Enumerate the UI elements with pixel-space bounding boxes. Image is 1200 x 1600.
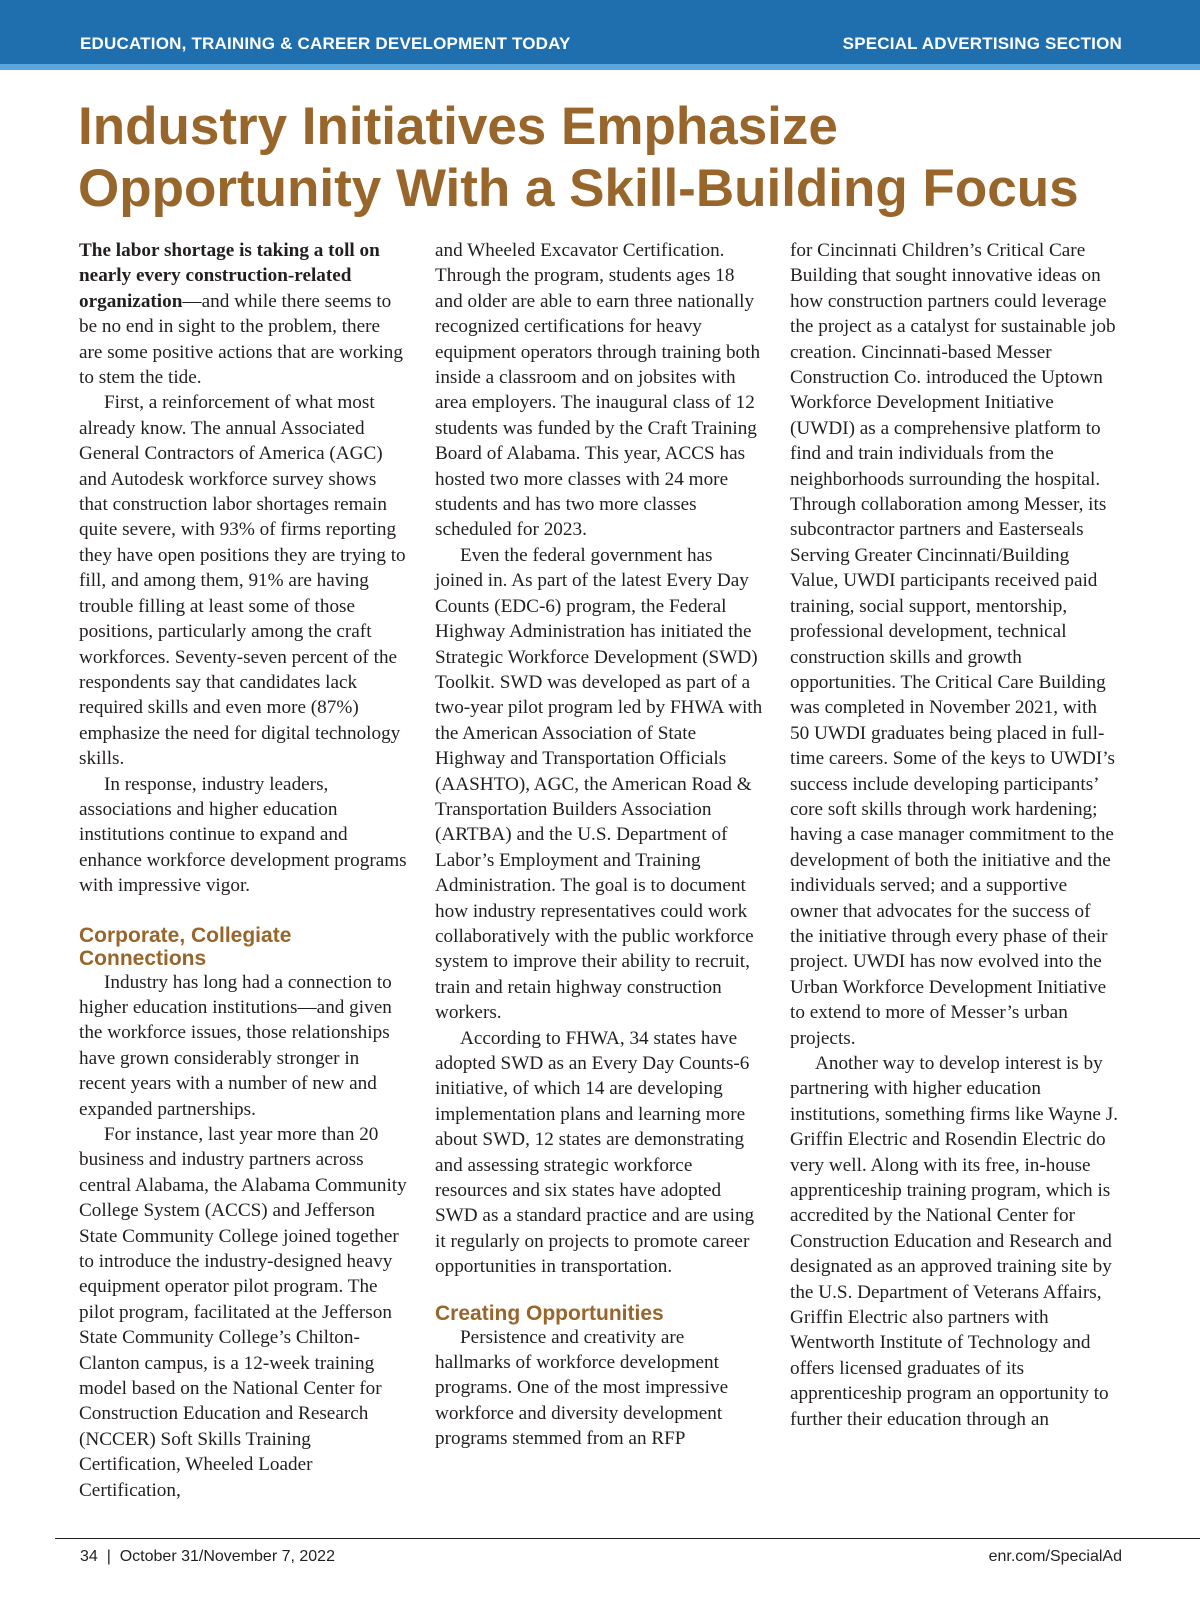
column-1 [79,238,407,1503]
paragraph: For instance, last year more than 20 business and industry partners across central Alabama, the Alabama Community College System (ACCS) and Jefferson State Community College joined together to introduce the industry-designed heavy equipment operator pilot program. The pilot program, facilitated at the Jefferson State Community College’s Chilton-Clanton campus, is a 12-week training model based on the National Center for Construction Education and Research (NCCER) Soft Skills Training Certification, Wheeled Loader Certification, [79,1124,407,1501]
footer-divider [55,1538,1200,1539]
subheading: Corporate, Collegiate Connections [79,923,292,970]
paragraph: Even the federal government has joined in. As part of the latest Every Day Counts (EDC-6) program, the Federal Highway Administration has initiated the Strategic Workforce Development (SWD) Toolkit. SWD was developed as part of a two-year pilot program led by FHWA with the American Association of State Highway and Transportation Officials (AASHTO), AGC, the American Road & Transportation Builders Association (ARTBA) and the U.S. Department of Labor’s Employment and Training Administration. The goal is to document how industry representatives could work collaboratively with the public workforce system to improve their ability to recruit, train and retain highway construction workers. [435,544,763,1024]
paragraph: In response, industry leaders, associations and higher education institutions continue to expand and enhance workforce development programs with impressive vigor. [79,773,407,897]
footer-url: enr.com/SpecialAd [988,1548,1122,1565]
section-name: EDUCATION, TRAINING & CAREER DEVELOPMENT TODAY [80,34,571,53]
section-header-bar [0,0,1200,70]
special-advertising-label: SPECIAL ADVERTISING SECTION [842,34,1122,53]
lead-rest-text: —and while there seems to be no end in sight to the problem, there are some positive actions that are working to stem the tide. [79,290,403,389]
paragraph: Industry has long had a connection to higher education institutions—and given the workforce issues, those relationships have grown considerably stronger in recent years with a number of new and expanded partnerships. [79,971,392,1120]
paragraph: First, a reinforcement of what most already know. The annual Associated General Contractors of America (AGC) and Autodesk workforce survey shows that construction labor shortages remain quite severe, with 93% of firms reporting they have open positions they are trying to fill, and among them, 91% are having trouble filling at least some of those positions, particularly among the craft workforces. Seventy-seven percent of the respondents say that candidates lack required skills and even more (87%) emphasize the need for digital technology skills. [79,392,406,770]
column-3 [790,238,1118,1432]
paragraph: Another way to develop interest is by partnering with higher education institutions, something firms like Wayne J. Griffin Electric and Rosendin Electric do very well. Along with its free, in-house apprenticeship training program, which is accredited by the National Center for Construction Education and Research and designated as an approved training site by the U.S. Department of Veterans Affairs, Griffin Electric also partners with Wentworth Institute of Technology and offers licensed graduates of its apprenticeship program an opportunity to further their education through an [790,1053,1119,1430]
page-number-date: 34 | October 31/November 7, 2022 [80,1548,335,1565]
lead-bold-text: The labor shortage is taking a toll on nearly every construction-related organization [79,240,380,312]
paragraph: According to FHWA, 34 states have adopted SWD as an Every Day Counts-6 initiative, of which 14 are developing implementation plans and learning more about SWD, 12 states are demonstrating and assessing strategic workforce resources and six states have adopted SWD as a standard practice and are using it regularly on projects to promote career opportunities in transportation. [435,1027,755,1278]
subheading: Creating Opportunities [435,1301,664,1325]
article-title: Industry Initiatives Emphasize Opportunity With a Skill-Building Focus [78,97,1079,218]
lead-paragraph [79,238,407,390]
column-2 [435,238,763,1452]
paragraph: for Cincinnati Children’s Critical Care Building that sought innovative ideas on how construction partners could leverage the project as a catalyst for sustainable job creation. Cincinnati-based Messer Construction Co. introduced the Uptown Workforce Development Initiative (UWDI) as a comprehensive platform to find and train individuals from the neighborhoods surrounding the hospital. Through collaboration among Messer, its subcontractor partners and Easterseals Serving Greater Cincinnati/Building Value, UWDI participants received paid training, social support, mentorship, professional development, technical construction skills and growth opportunities. The Critical Care Building was completed in November 2021, with 50 UWDI graduates being placed in full-time careers. Some of the keys to UWDI’s success include developing participants’ core soft skills through work hardening; having a case manager commitment to the development of both the initiative and the individuals served; and a supportive owner that advocates for the success of the initiative through every phase of their project. UWDI has now evolved into the Urban Workforce Development Initiative to extend to more of Messer’s urban projects. [790,240,1116,1049]
paragraph: and Wheeled Excavator Certification. Through the program, students ages 18 and older are able to earn three nationally recognized certifications for heavy equipment operators through training both inside a classroom and on jobsites with area employers. The inaugural class of 12 students was funded by the Craft Training Board of Alabama. This year, ACCS has hosted two more classes with 24 more students and has two more classes scheduled for 2023. [435,240,761,541]
paragraph: Persistence and creativity are hallmarks of workforce development programs. One of the most impressive workforce and diversity development programs stemmed from an RFP [435,1326,729,1450]
